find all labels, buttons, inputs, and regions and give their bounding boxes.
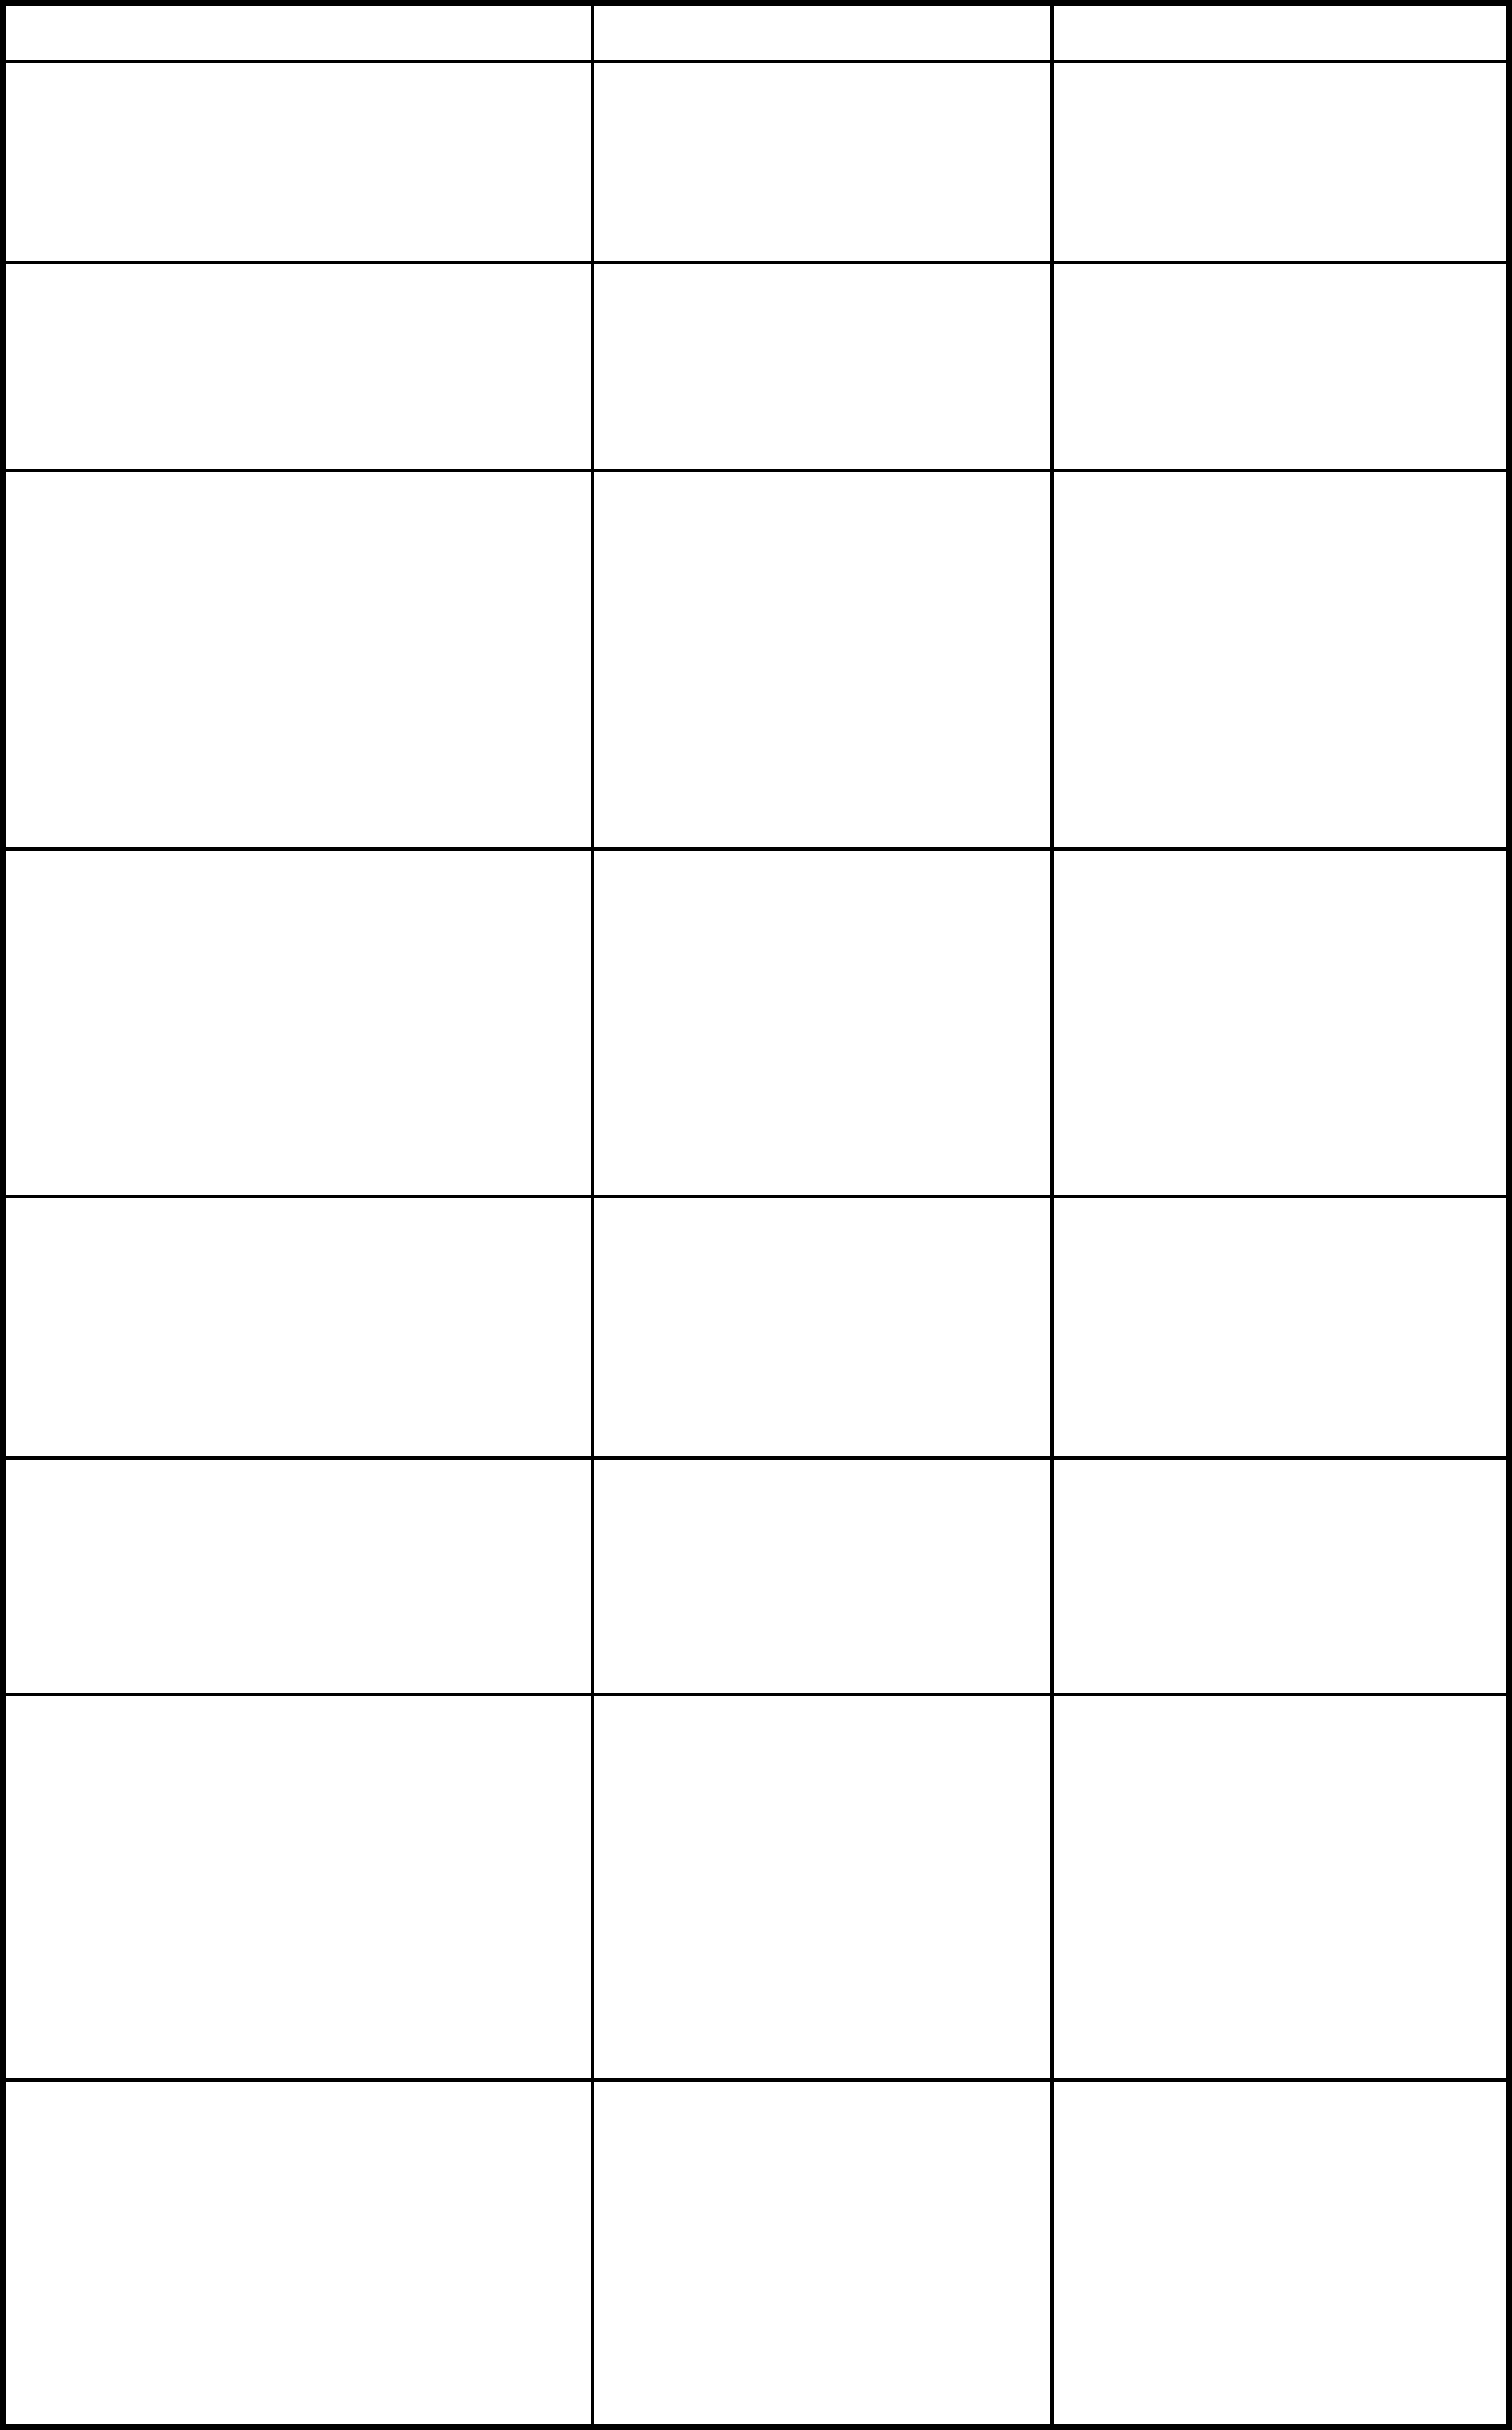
header-location: [594, 6, 1054, 60]
tissue-function: [1054, 472, 1506, 847]
tissue-location: [594, 264, 1054, 469]
tissue-location: [594, 1198, 1054, 1456]
tissue-location: [594, 472, 1054, 847]
tissue-name: [6, 63, 591, 70]
tissue-name: [6, 264, 591, 271]
table-row-simple-squamous: [6, 63, 1506, 264]
tissue-name: [6, 1460, 591, 1467]
table-row-simple-cuboidal: [6, 264, 1506, 472]
tissue-function: [1054, 1460, 1506, 1693]
table-row-stratified-columnar: [6, 1696, 1506, 2082]
tissue-function: [1054, 264, 1506, 469]
tissue-location: [594, 2082, 1054, 2424]
table-row-transitional: [6, 2082, 1506, 2424]
tissue-function: [1054, 850, 1506, 1195]
tissue-location: [594, 1460, 1054, 1693]
header-row: [6, 6, 1506, 63]
tissue-location: [594, 1696, 1054, 2078]
table-row-stratified-squamous: [6, 1198, 1506, 1460]
tissue-name: [6, 2082, 591, 2089]
tissue-function: [1054, 1696, 1506, 2078]
tissue-location: [594, 63, 1054, 261]
tissue-function: [1054, 63, 1506, 261]
table-row-simple-columnar: [6, 472, 1506, 850]
tissue-location: [594, 850, 1054, 1195]
tissue-name: [6, 1198, 591, 1205]
tissue-name: [6, 1696, 591, 1703]
header-cells: [6, 6, 594, 60]
tissue-function: [1054, 1198, 1506, 1456]
tissue-function: [1054, 2082, 1506, 2424]
table-row-stratified-cuboidal: [6, 1460, 1506, 1696]
header-function: [1054, 6, 1506, 60]
table-row-pseudostratified-columnar: [6, 850, 1506, 1198]
tissue-name: [6, 472, 591, 480]
tissue-name: [6, 850, 591, 858]
